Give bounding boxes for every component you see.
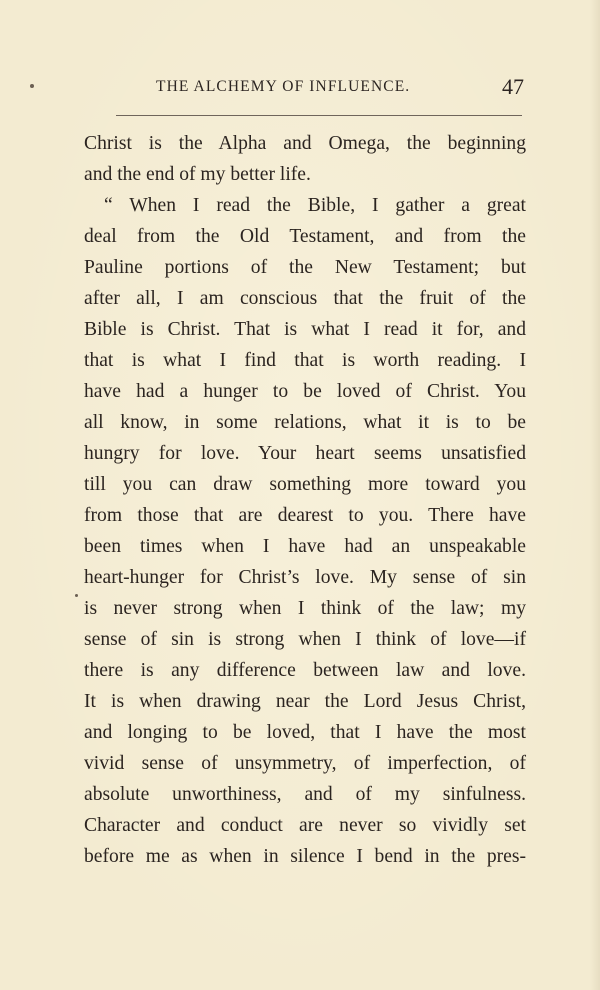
text-line: “ When I read the Bible, I gather a great [104,195,526,216]
text-line: Bible is Christ. That is what I read it for, and [84,319,526,340]
text-line: from those that are dearest to you. There have [84,505,526,526]
text-line: have had a hunger to be loved of Christ. You [84,381,526,402]
text-line: is never strong when I think of the law; my [84,598,526,619]
page-number: 47 [502,74,524,99]
text-line: that is what I find that is worth reading. I [84,350,526,371]
ink-speck [75,594,78,597]
text-line: deal from the Old Testament, and from the [84,226,526,247]
text-line: and the end of my better life. [84,164,311,185]
text-line: sense of sin is strong when I think of love—if [84,629,526,650]
page-header [156,74,528,104]
text-line: vivid sense of unsymmetry, of imperfection, of [84,753,526,774]
text-line: been times when I have had an unspeakable [84,536,526,557]
text-line: Pauline portions of the New Testament; but [84,257,526,278]
text-line: all know, in some relations, what it is to be [84,412,526,433]
text-line: after all, I am conscious that the fruit of the [84,288,526,309]
text-line: hungry for love. Your heart seems unsatisfied [84,443,526,464]
text-line: and longing to be loved, that I have the most [84,722,526,743]
page-edge-shade [590,0,600,990]
text-line: Christ is the Alpha and Omega, the beginning [84,133,526,154]
text-line: till you can draw something more toward you [84,474,526,495]
running-head: THE ALCHEMY OF INFLUENCE. [156,78,411,95]
text-line: absolute unworthiness, and of my sinfulness. [84,784,526,805]
text-line: there is any difference between law and love. [84,660,526,681]
header-rule [116,115,522,116]
text-line: Character and conduct are never so vividly set [84,815,526,836]
text-line: before me as when in silence I bend in the pres- [84,846,526,867]
body-text [84,128,526,872]
text-line: heart-hunger for Christ’s love. My sense of sin [84,567,526,588]
ink-speck [30,84,34,88]
text-line: It is when drawing near the Lord Jesus Christ, [84,691,526,712]
